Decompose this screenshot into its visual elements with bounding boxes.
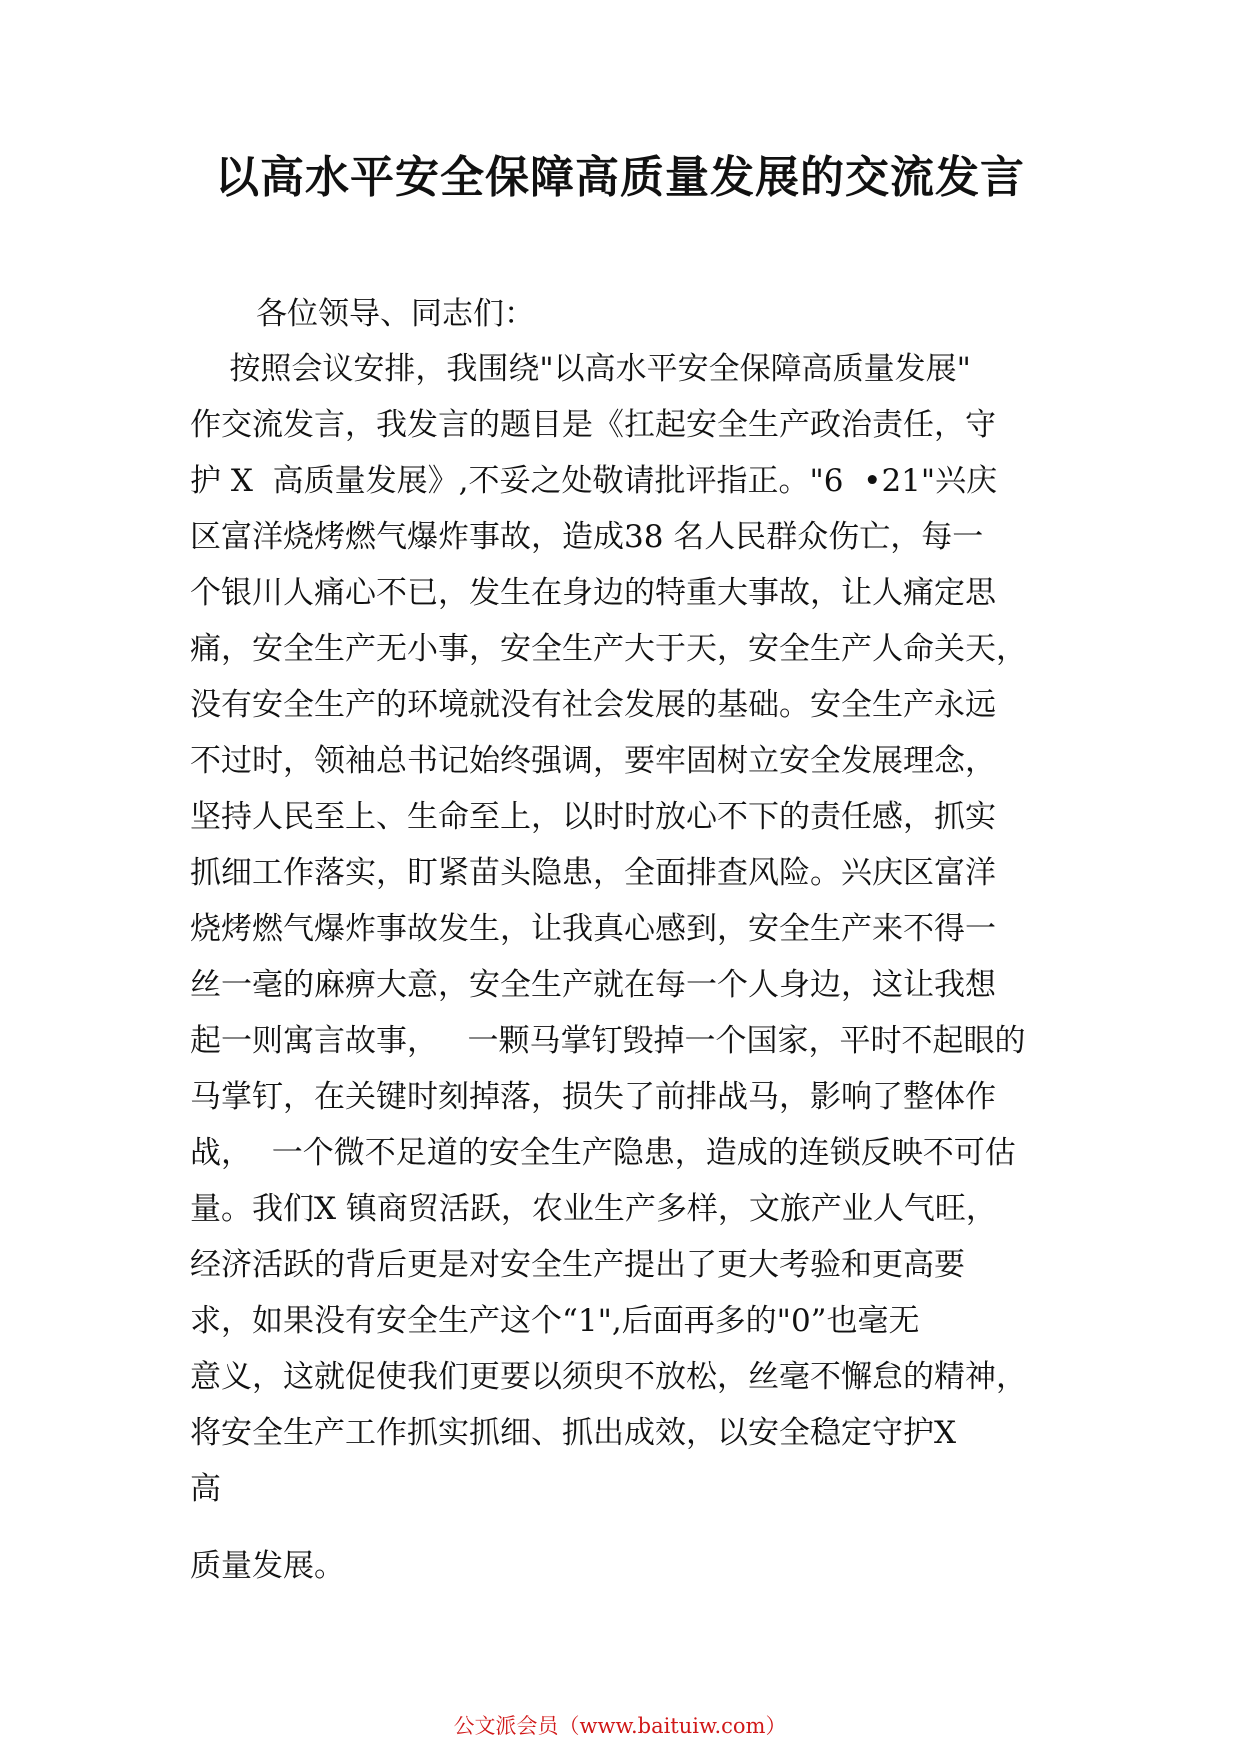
body-line: 坚持人民至上、生命至上，以时时放心不下的责任感，抓实: [190, 799, 996, 835]
greeting-line: 各位领导、同志们：: [256, 296, 535, 332]
body-line: 区富洋烧烤燃气爆炸事故，造成38 名人民群众伤亡，每一: [190, 519, 984, 555]
body-line: 起一则寓言故事， 一颗马掌钉毁掉一个国家，平时不起眼的: [190, 1023, 1026, 1059]
body-line: 按照会议安排，我围绕"以高水平安全保障高质量发展": [190, 351, 971, 387]
body-line: 作交流发言，我发言的题目是《扛起安全生产政治责任，守: [190, 407, 996, 443]
body-line: 意义，这就促使我们更要以须臾不放松，丝毫不懈怠的精神，: [190, 1359, 1027, 1395]
body-line: 经济活跃的背后更是对安全生产提出了更大考验和更高要: [190, 1247, 965, 1283]
body-line: 个银川人痛心不已，发生在身边的特重大事故，让人痛定思: [190, 575, 996, 611]
body-line: 痛，安全生产无小事，安全生产大于天，安全生产人命关天，: [190, 631, 1027, 667]
body-line: 烧烤燃气爆炸事故发生，让我真心感到，安全生产来不得一: [190, 911, 996, 947]
body-line: 没有安全生产的环境就没有社会发展的基础。安全生产永远: [190, 687, 996, 723]
body-line: 护 X 高质量发展》,不妥之处敬请批评指正。"6 •21"兴庆: [190, 463, 998, 499]
closing-line: 质量发展。: [190, 1548, 345, 1584]
body-line: 马掌钉，在关键时刻掉落，损失了前排战马，影响了整体作: [190, 1079, 996, 1115]
document-title: 以高水平安全保障高质量发展的交流发言: [215, 152, 1025, 203]
body-line: 将安全生产工作抓实抓细、抓出成效，以安全稳定守护X: [190, 1415, 957, 1451]
body-line: 丝一毫的麻痹大意，安全生产就在每一个人身边，这让我想: [190, 967, 996, 1003]
body-line: 求，如果没有安全生产这个“1",后面再多的"0”也毫无: [190, 1303, 920, 1339]
body-line: 抓细工作落实，盯紧苗头隐患，全面排查风险。兴庆区富洋: [190, 855, 996, 891]
body-line: 不过时，领袖总书记始终强调，要牢固树立安全发展理念，: [190, 743, 996, 779]
footer-watermark: 公文派会员（www.baituiw.com）: [453, 1714, 787, 1738]
body-line: 高: [190, 1471, 221, 1507]
body-line: 战， 一个微不足道的安全生产隐患，造成的连锁反映不可估: [190, 1135, 1016, 1171]
body-line: 量。我们X 镇商贸活跃，农业生产多样，文旅产业人气旺，: [190, 1191, 997, 1227]
